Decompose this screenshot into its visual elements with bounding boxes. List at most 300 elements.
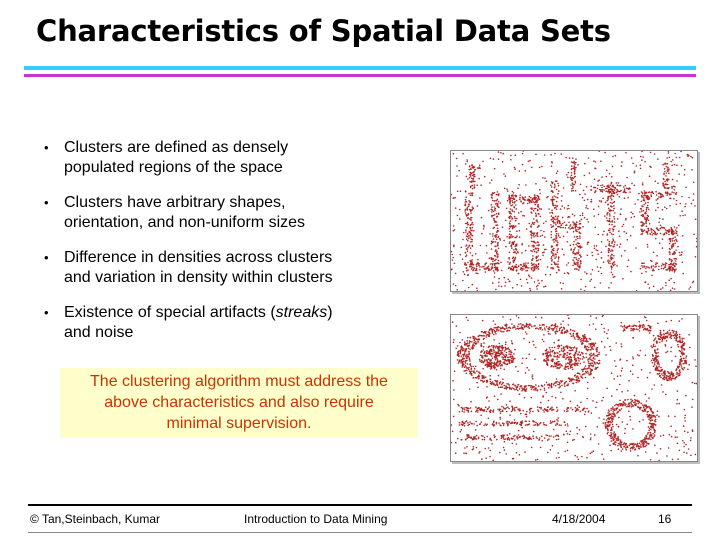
scatter-point [660,336,662,338]
scatter-point [467,234,469,236]
scatter-point [466,453,468,455]
scatter-point [555,365,557,367]
scatter-point [660,193,662,195]
scatter-point [641,273,643,275]
scatter-point [647,328,649,330]
scatter-point [637,406,639,408]
scatter-point [646,196,648,198]
scatter-point [646,400,648,402]
scatter-point [599,200,601,202]
scatter-point [575,243,577,245]
scatter-point [592,348,594,350]
scatter-point [509,252,511,254]
scatter-point [654,233,656,235]
scatter-point [654,231,656,233]
scatter-point [574,365,576,367]
scatter-point [469,388,471,390]
scatter-point [595,191,597,193]
scatter-point [497,270,499,272]
scatter-point [661,265,663,267]
scatter-point [623,224,625,226]
scatter-point [481,360,483,362]
scatter-point [555,219,557,221]
scatter-point [493,241,495,243]
scatter-point [650,417,652,419]
scatter-point [504,441,506,443]
scatter-point [477,341,479,343]
scatter-point [655,238,657,240]
scatter-point [525,270,527,272]
scatter-point [543,231,545,233]
scatter-point [690,156,692,158]
scatter-point [474,184,476,186]
scatter-point [665,266,667,268]
scatter-point [589,172,591,174]
scatter-point [607,239,609,241]
scatter-point [476,447,478,449]
scatter-point [578,360,580,362]
scatter-point [509,263,511,265]
scatter-point [551,231,553,233]
scatter-point [496,239,498,241]
scatter-point [492,215,494,217]
scatter-point [466,373,468,375]
scatter-point [558,367,560,369]
scatter-point [696,383,697,385]
scatter-point [557,242,559,244]
scatter-point [626,187,628,189]
scatter-point [559,351,561,353]
scatter-point [591,347,593,349]
scatter-point [601,273,603,275]
scatter-point [479,164,481,166]
scatter-point [542,386,544,388]
scatter-point [614,218,616,220]
scatter-point [624,325,626,327]
scatter-point [570,329,572,331]
scatter-point [556,407,558,409]
scatter-point [538,264,540,266]
scatter-point [606,176,608,178]
scatter-point [476,370,478,372]
scatter-point [646,210,648,212]
scatter-point [681,352,683,354]
scatter-point [676,436,678,438]
scatter-point [681,196,683,198]
scatter-point [632,447,634,449]
scatter-point [499,327,501,329]
scatter-point [556,209,558,211]
scatter-point [643,411,645,413]
scatter-point [519,230,521,232]
scatter-point [613,265,615,267]
scatter-point [540,216,542,218]
scatter-point [623,330,625,332]
scatter-point [508,359,510,361]
scatter-point [510,237,512,239]
scatter-point [548,387,550,389]
scatter-point [465,212,467,214]
scatter-point [571,165,573,167]
scatter-point [609,245,611,247]
scatter-point [522,328,524,330]
scatter-point [607,432,609,434]
scatter-point [538,424,540,426]
scatter-point [551,259,553,261]
scatter-point [464,367,466,369]
scatter-point [502,316,504,318]
scatter-point [568,324,570,326]
scatter-point [506,453,508,455]
scatter-point [658,269,660,271]
scatter-point [575,239,577,241]
scatter-point [535,204,537,206]
scatter-point [555,397,557,399]
scatter-point [512,191,514,193]
scatter-point [557,266,559,268]
scatter-point [453,197,455,199]
scatter-point [552,201,554,203]
scatter-point [635,448,637,450]
scatter-point [528,353,530,355]
scatter-point [542,255,544,257]
scatter-point [664,379,666,381]
scatter-point [648,443,650,445]
scatter-point [538,385,540,387]
scatter-point [621,322,623,324]
scatter-point [497,399,499,401]
scatter-point [580,375,582,377]
scatter-point [608,196,610,198]
scatter-point [673,332,675,334]
scatter-point [607,433,609,435]
scatter-point [645,451,647,453]
scatter-point [538,268,540,270]
scatter-point [468,351,470,353]
scatter-point [560,424,562,426]
scatter-point [695,256,697,258]
scatter-point [630,443,632,445]
scatter-point [512,355,514,357]
scatter-point [632,163,634,165]
scatter-point [498,151,500,153]
scatter-point [469,436,471,438]
scatter-point [601,341,603,343]
scatter-point [647,228,649,230]
scatter-point [537,280,539,282]
scatter-point [627,399,629,401]
scatter-point [620,208,622,210]
scatter-point [651,267,653,269]
scatter-point [471,370,473,372]
scatter-point [552,250,554,252]
scatter-point [519,199,521,201]
scatter-point [482,439,484,441]
scatter-point [612,421,614,423]
scatter-point [644,446,646,448]
scatter-point [650,228,652,230]
scatter-point [609,232,611,234]
scatter-point [629,405,631,407]
scatter-point [460,346,462,348]
scatter-point [564,207,566,209]
scatter-point [503,357,505,359]
scatter-point [657,290,659,291]
scatter-point [588,242,590,244]
scatter-point [668,415,670,417]
scatter-point [471,411,473,413]
scatter-point [567,352,569,354]
scatter-point [585,207,587,209]
scatter-point [679,252,681,254]
scatter-point [477,262,479,264]
scatter-point [632,330,634,332]
scatter-point [669,377,671,379]
slide-title: Characteristics of Spatial Data Sets [36,14,611,48]
scatter-point [565,157,567,159]
scatter-point [496,200,498,202]
scatter-point [469,260,471,262]
scatter-point [506,348,508,350]
scatter-point [614,405,616,407]
scatter-point [555,333,557,335]
scatter-point [658,355,660,357]
scatter-point [660,330,662,332]
scatter-point [471,230,473,232]
scatter-point [677,246,679,248]
scatter-point [498,375,500,377]
scatter-point [638,445,640,447]
scatter-point [667,170,669,172]
scatter-point [640,350,642,352]
scatter-point [494,368,496,370]
scatter-point [484,351,486,353]
scatter-point [622,421,624,423]
scatter-point [609,224,611,226]
scatter-point [623,443,625,445]
scatter-point [643,262,645,264]
scatter-point [522,151,524,152]
scatter-point [461,348,463,350]
scatter-point [475,429,477,431]
scatter-point [557,183,559,185]
scatter-point [478,377,480,379]
scatter-point [632,337,634,339]
scatter-point [517,390,519,392]
scatter-point [546,326,548,328]
scatter-point [692,429,694,431]
scatter-point [498,158,500,160]
scatter-point [638,400,640,402]
scatter-point [573,244,575,246]
scatter-point [576,456,578,458]
scatter-point [593,215,595,217]
scatter-point [642,440,644,442]
scatter-point [574,168,576,170]
scatter-point [571,190,573,192]
scatter-point [542,396,544,398]
scatter-point [451,442,452,444]
scatter-point [595,407,597,409]
scatter-point [511,405,513,407]
scatter-point [662,218,664,220]
scatter-point [568,208,570,210]
scatter-point [471,181,473,183]
scatter-point [497,360,499,362]
scatter-point [472,227,474,229]
scatter-point [659,339,661,341]
scatter-point [630,370,632,372]
scatter-point [582,353,584,355]
scatter-point [601,187,603,189]
scatter-point [469,349,471,351]
scatter-point [576,335,578,337]
scatter-point [494,168,496,170]
scatter-point [621,343,623,345]
scatter-point [555,256,557,258]
scatter-point [598,151,600,152]
scatter-point [568,227,570,229]
scatter-point [527,326,529,328]
scatter-point [470,252,472,254]
scatter-point [520,413,522,415]
scatter-point [551,162,553,164]
scatter-point [613,431,615,433]
scatter-point [508,351,510,353]
scatter-point [533,431,535,433]
scatter-point [684,367,686,369]
scatter-point [505,175,507,177]
scatter-point [563,434,565,436]
scatter-point [671,261,673,263]
scatter-point [456,165,458,167]
scatter-point [511,340,513,342]
scatter-point [490,383,492,385]
scatter-point [513,458,515,460]
scatter-point [548,351,550,353]
scatter-point [598,234,600,236]
scatter-point [500,354,502,356]
scatter-point [473,366,475,368]
scatter-point [674,236,676,238]
scatter-point [573,439,575,441]
scatter-point [612,418,614,420]
scatter-point [531,397,533,399]
scatter-point [566,385,568,387]
scatter-point [525,262,527,264]
scatter-point [559,237,561,239]
scatter-point [535,208,537,210]
scatter-point [568,407,570,409]
scatter-point [542,354,544,356]
scatter-point [533,389,535,391]
scatter-point [609,220,611,222]
bullet-item [44,193,424,233]
scatter-point [671,229,673,231]
scatter-point [654,434,656,436]
scatter-point [468,356,470,358]
bullet-item [44,138,424,178]
scatter-point [662,164,664,166]
scatter-point [525,184,527,186]
scatter-point [590,437,592,439]
scatter-point [484,268,486,270]
scatter-point [662,182,664,184]
scatter-point [514,358,516,360]
scatter-point [575,167,577,169]
scatter-point [483,342,485,344]
scatter-point [617,445,619,447]
scatter-point [653,365,655,367]
scatter-point [556,457,558,459]
scatter-point [509,233,511,235]
scatter-point [497,242,499,244]
scatter-point [550,154,552,156]
scatter-point [648,229,650,231]
scatter-point [531,202,533,204]
scatter-point [601,176,603,178]
scatter-point [670,332,672,334]
scatter-point [542,339,544,341]
scatter-point [491,382,493,384]
scatter-point [556,201,558,203]
scatter-point [465,199,467,201]
scatter-point [580,184,582,186]
scatter-point [491,268,493,270]
scatter-point [491,345,493,347]
scatter-point [541,440,543,442]
scatter-point [471,235,473,237]
scatter-point [554,347,556,349]
scatter-point [532,435,534,437]
scatter-point [516,244,518,246]
callout-line: The clustering algorithm must address the [90,373,388,390]
scatter-point [568,359,570,361]
scatter-point [645,435,647,437]
scatter-point [660,377,662,379]
scatter-point [582,371,584,373]
scatter-point [512,228,514,230]
scatter-point [683,442,685,444]
scatter-point [650,260,652,262]
scatter-point [576,382,578,384]
scatter-point [509,217,511,219]
scatter-point [498,329,500,331]
scatter-point [567,330,569,332]
scatter-point [636,446,638,448]
scatter-point [467,218,469,220]
scatter-point [625,445,627,447]
scatter-point [533,424,535,426]
scatter-point [519,393,521,395]
scatter-point [575,182,577,184]
scatter-point [535,216,537,218]
scatter-point [462,258,464,260]
scatter-point [604,331,606,333]
scatter-point [509,241,511,243]
scatter-point [462,354,464,356]
scatter-point [591,359,593,361]
scatter-point [587,372,589,374]
scatter-point [619,236,621,238]
scatter-point [488,268,490,270]
scatter-point [613,442,615,444]
scatter-point [594,167,596,169]
scatter-point [498,213,500,215]
scatter-point [679,369,681,371]
scatter-point [521,270,523,272]
scatter-point [559,330,561,332]
